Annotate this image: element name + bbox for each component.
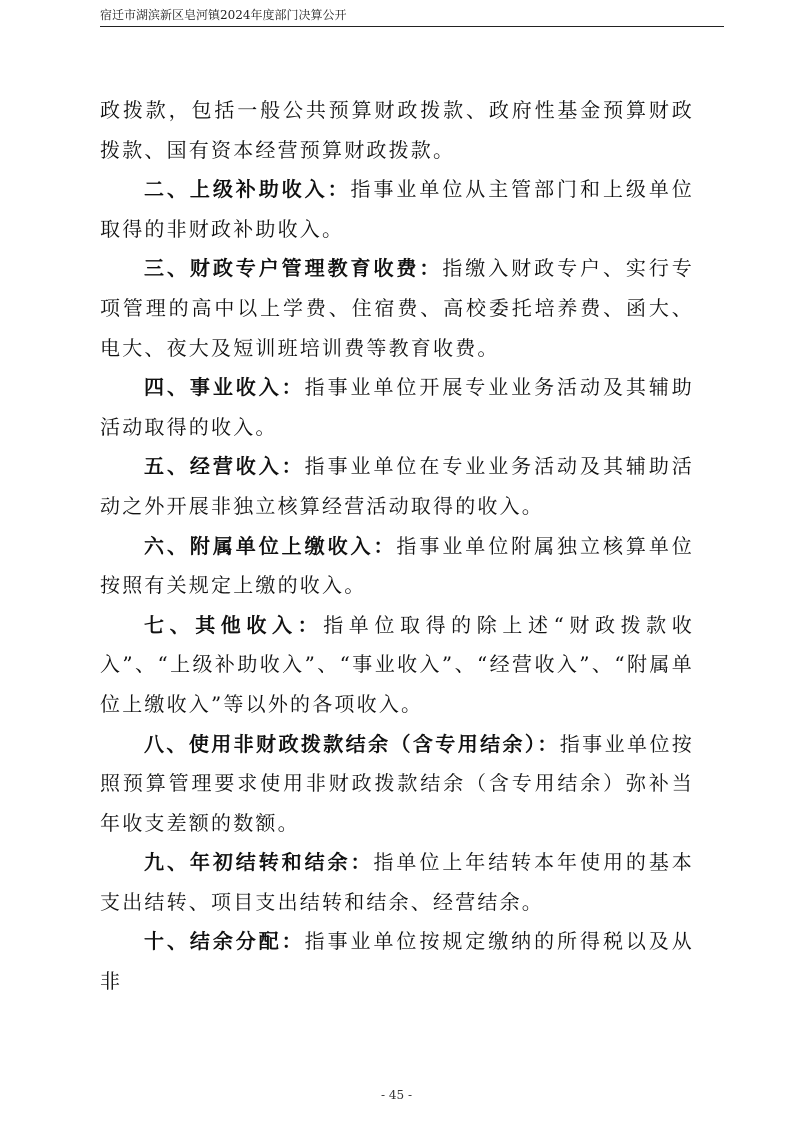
paragraph-text: 指事业单位附属独立核算单位按照有关规定上缴的收入。 — [100, 533, 694, 598]
running-header: 宿迁市湖滨新区皂河镇2024年度部门决算公开 — [100, 8, 347, 22]
paragraph-text: 指单位上年结转本年使用的基本支出结转、项目支出结转和结余、经营结余。 — [100, 850, 694, 914]
paragraph-item-10 — [100, 922, 694, 1001]
term-label: 九、年初结转和结余： — [144, 850, 374, 875]
term-label: 六、附属单位上缴收入： — [144, 533, 397, 558]
term-label: 五、经营收入： — [144, 454, 305, 479]
paragraph-item-5 — [100, 447, 694, 526]
paragraph-text: 指单位取得的除上述“财政拨款收入”、“上级补助收入”、“事业收入”、“经营收入”、“附属单位上缴收入”等以外的各项收入。 — [100, 612, 694, 716]
header-rule — [100, 26, 724, 27]
paragraph-continuation — [100, 91, 694, 170]
paragraph-item-2 — [100, 170, 694, 249]
term-label: 八、使用非财政拨款结余（含专用结余）： — [144, 731, 560, 756]
paragraph-text: 指事业单位在专业业务活动及其辅助活动之外开展非独立核算经营活动取得的收入。 — [100, 454, 694, 518]
paragraph-text: 指事业单位开展专业业务活动及其辅助活动取得的收入。 — [100, 375, 694, 439]
paragraph-text: 指缴入财政专户、实行专项管理的高中以上学费、住宿费、高校委托培养费、函大、电大、夜大及短训班培训费等教育收费。 — [100, 256, 695, 360]
paragraph-text: 指事业单位按规定缴纳的所得税以及从非 — [100, 929, 694, 994]
paragraph-item-3 — [100, 249, 694, 368]
term-label: 四、事业收入： — [144, 375, 305, 400]
paragraph-item-4 — [100, 368, 694, 447]
document-body — [100, 91, 694, 1002]
term-label: 七、其他收入： — [144, 612, 324, 637]
paragraph-text: 指事业单位从主管部门和上级单位取得的非财政补助收入。 — [100, 177, 694, 241]
term-label: 三、财政专户管理教育收费： — [144, 256, 443, 281]
paragraph-item-6 — [100, 527, 694, 606]
paragraph-text: 指事业单位按照预算管理要求使用非财政拨款结余（含专用结余）弥补当年收支差额的数额。 — [100, 731, 694, 835]
term-label: 二、上级补助收入： — [144, 177, 351, 202]
paragraph-item-8 — [100, 725, 694, 844]
paragraph-item-9 — [100, 843, 694, 922]
paragraph-text: 政拨款，包括一般公共预算财政拨款、政府性基金预算财政拨款、国有资本经营预算财政拨款。 — [100, 98, 694, 162]
term-label: 十、结余分配： — [144, 929, 305, 954]
page-number: - 45 - — [380, 1088, 412, 1102]
paragraph-item-7 — [100, 606, 694, 725]
